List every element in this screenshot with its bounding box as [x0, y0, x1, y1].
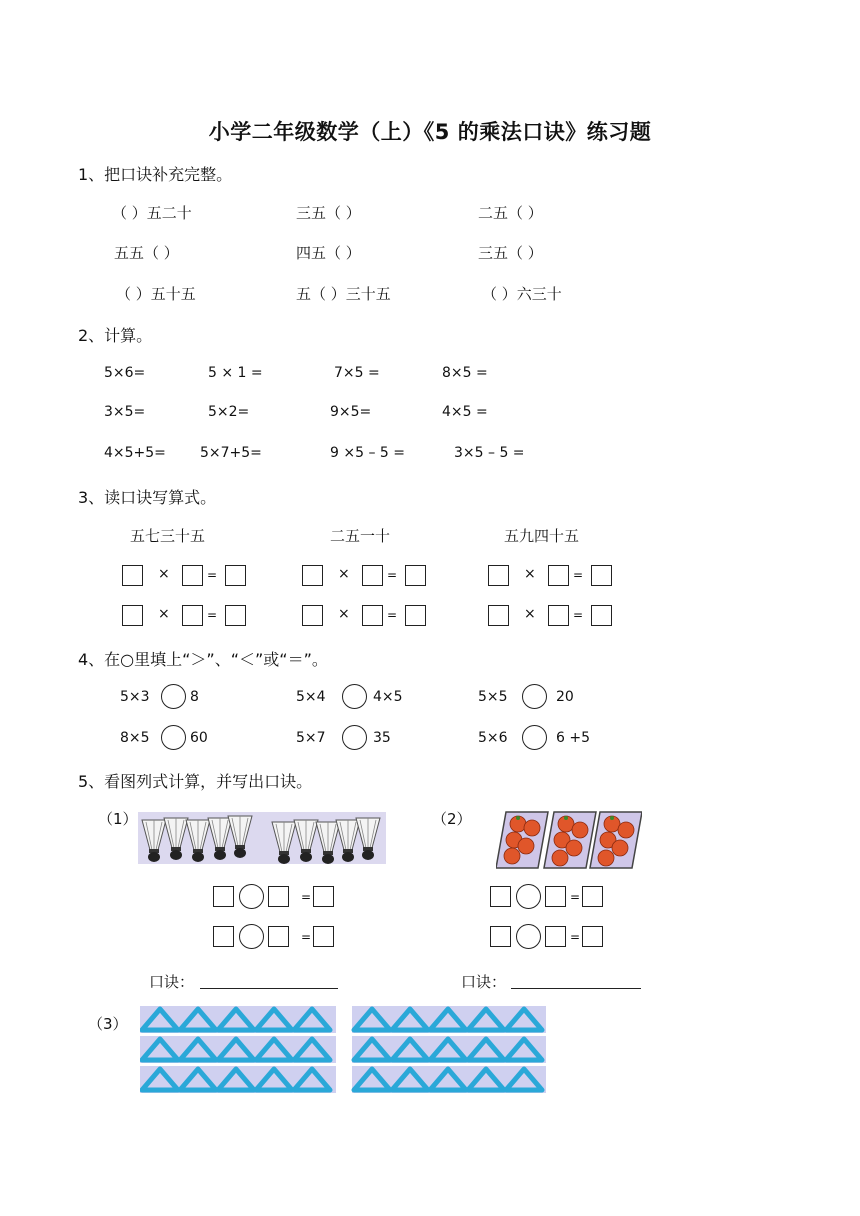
answer-box[interactable] [548, 565, 569, 586]
q1-item: 四五（ ） [296, 244, 361, 262]
koujue-answer-line[interactable] [511, 988, 641, 989]
q5-part-label: （2） [432, 810, 472, 828]
answer-box[interactable] [213, 886, 234, 907]
shuttlecock-picture [138, 812, 386, 864]
equals-sign: = [207, 608, 218, 622]
koujue-label: 口诀： [149, 973, 195, 991]
q1-heading: 1、把口诀补充完整。 [78, 165, 233, 184]
q2-item: 5×6= [104, 365, 146, 381]
q5-part-label: （3） [88, 1015, 128, 1033]
q4-left: 8×5 [120, 730, 150, 746]
answer-box[interactable] [225, 605, 246, 626]
equals-sign: = [207, 568, 218, 582]
answer-box[interactable] [182, 605, 203, 626]
times-sign: × [338, 606, 350, 622]
q3-rhyme: 五七三十五 [130, 527, 206, 545]
answer-box[interactable] [313, 926, 334, 947]
equals-sign: = [387, 568, 398, 582]
answer-box[interactable] [313, 886, 334, 907]
equals-sign: = [301, 890, 312, 904]
q4-right: 4×5 [373, 689, 403, 705]
answer-box[interactable] [268, 886, 289, 907]
q2-item: 3×5 – 5 = [454, 445, 525, 461]
q3-rhyme: 五九四十五 [504, 527, 580, 545]
answer-box[interactable] [122, 605, 143, 626]
answer-box[interactable] [302, 565, 323, 586]
answer-box[interactable] [545, 926, 566, 947]
q4-left: 5×3 [120, 689, 150, 705]
q2-item: 5×2= [208, 404, 250, 420]
koujue-label: 口诀： [461, 973, 507, 991]
operator-circle[interactable] [516, 924, 541, 949]
q1-item: （ ）六三十 [482, 285, 562, 303]
page-title: 小学二年级数学（上）《5 的乘法口诀》练习题 [208, 120, 652, 144]
operator-circle[interactable] [239, 884, 264, 909]
answer-box[interactable] [488, 605, 509, 626]
equals-sign: = [573, 568, 584, 582]
q1-item: （ ）五十五 [116, 285, 196, 303]
q2-item: 9×5= [330, 404, 372, 420]
q2-item: 7×5 = [334, 365, 380, 381]
answer-box[interactable] [182, 565, 203, 586]
operator-circle[interactable] [516, 884, 541, 909]
times-sign: × [338, 566, 350, 582]
answer-box[interactable] [122, 565, 143, 586]
q1-item: 五五（ ） [114, 244, 179, 262]
tomato-tray-picture [496, 810, 642, 870]
q1-item: 二五（ ） [478, 204, 543, 222]
q2-item: 5 × 1 = [208, 365, 263, 381]
equals-sign: = [570, 890, 581, 904]
answer-box[interactable] [548, 605, 569, 626]
answer-box[interactable] [362, 565, 383, 586]
q1-item: （ ）五二十 [112, 204, 192, 222]
q4-right: 6 +5 [556, 730, 590, 746]
triangle-rows-picture [140, 1006, 546, 1094]
q1-item: 五（ ）三十五 [296, 285, 391, 303]
answer-box[interactable] [488, 565, 509, 586]
answer-box[interactable] [213, 926, 234, 947]
compare-circle[interactable] [161, 725, 186, 750]
answer-box[interactable] [490, 926, 511, 947]
q4-right: 20 [556, 689, 574, 705]
compare-circle[interactable] [342, 684, 367, 709]
answer-box[interactable] [582, 926, 603, 947]
answer-box[interactable] [268, 926, 289, 947]
q5-heading: 5、看图列式计算，并写出口诀。 [78, 772, 313, 791]
equals-sign: = [573, 608, 584, 622]
answer-box[interactable] [591, 605, 612, 626]
answer-box[interactable] [302, 605, 323, 626]
q2-item: 5×7+5= [200, 445, 262, 461]
q2-item: 9 ×5 – 5 = [330, 445, 405, 461]
q4-heading: 4、在○里填上“＞”、“＜”或“＝”。 [78, 650, 328, 669]
q2-item: 4×5 = [442, 404, 488, 420]
equals-sign: = [301, 930, 312, 944]
q1-item: 三五（ ） [296, 204, 361, 222]
q2-heading: 2、计算。 [78, 326, 153, 345]
q4-right: 8 [190, 689, 199, 705]
q2-item: 8×5 = [442, 365, 488, 381]
q4-right: 35 [373, 730, 391, 746]
q5-part-label: （1） [98, 810, 138, 828]
compare-circle[interactable] [522, 725, 547, 750]
q2-item: 4×5+5= [104, 445, 166, 461]
answer-box[interactable] [362, 605, 383, 626]
times-sign: × [158, 606, 170, 622]
q4-left: 5×4 [296, 689, 326, 705]
answer-box[interactable] [405, 565, 426, 586]
q4-left: 5×5 [478, 689, 508, 705]
q3-heading: 3、读口诀写算式。 [78, 488, 217, 507]
answer-box[interactable] [591, 565, 612, 586]
answer-box[interactable] [225, 565, 246, 586]
q4-left: 5×6 [478, 730, 508, 746]
times-sign: × [524, 606, 536, 622]
answer-box[interactable] [490, 886, 511, 907]
equals-sign: = [570, 930, 581, 944]
equals-sign: = [387, 608, 398, 622]
q4-left: 5×7 [296, 730, 326, 746]
koujue-answer-line[interactable] [200, 988, 338, 989]
q4-right: 60 [190, 730, 208, 746]
compare-circle[interactable] [161, 684, 186, 709]
q1-item: 三五（ ） [478, 244, 543, 262]
times-sign: × [524, 566, 536, 582]
compare-circle[interactable] [522, 684, 547, 709]
q3-rhyme: 二五一十 [330, 527, 391, 545]
answer-box[interactable] [545, 886, 566, 907]
shuttlecock-icon [138, 812, 386, 864]
tomato-icon [496, 810, 642, 870]
answer-box[interactable] [405, 605, 426, 626]
compare-circle[interactable] [342, 725, 367, 750]
operator-circle[interactable] [239, 924, 264, 949]
answer-box[interactable] [582, 886, 603, 907]
q2-item: 3×5= [104, 404, 146, 420]
triangle-icon [140, 1006, 546, 1094]
times-sign: × [158, 566, 170, 582]
